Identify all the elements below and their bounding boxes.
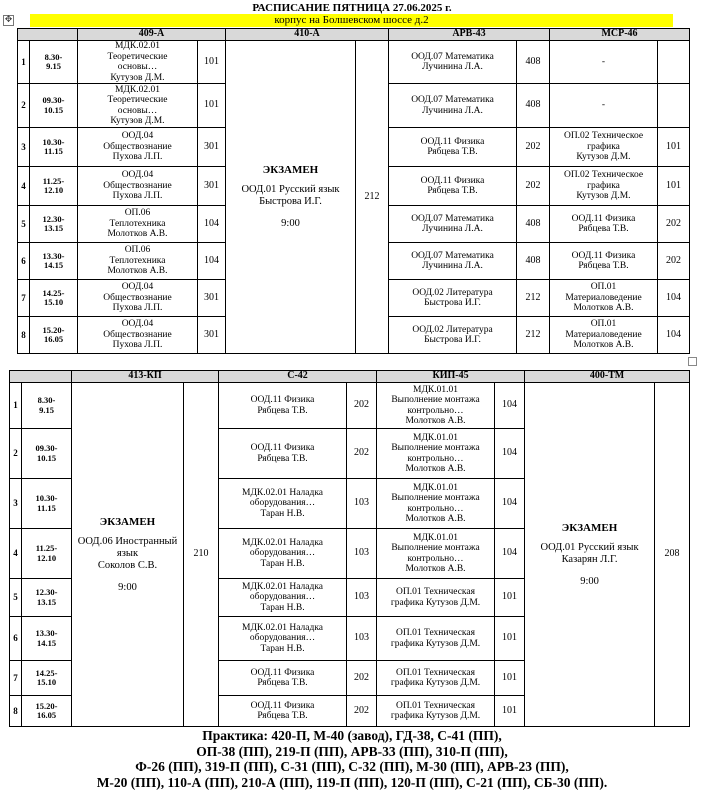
lesson-cell: ОП.06 Теплотехника Молотков А.В.	[78, 243, 198, 280]
period-time: 13.30- 14.15	[30, 243, 78, 280]
lesson-cell: ОП.01 Материаловедение Молотков А.В.	[550, 317, 658, 354]
lesson-cell: ООД.04 Обществознание Пухова Л.П.	[78, 128, 198, 167]
lesson-cell: МДК.01.01 Выполнение монтажа контрольно… Молотков А.В.	[377, 429, 495, 479]
exam-time: 9:00	[118, 581, 137, 593]
room-cell: 101	[495, 661, 525, 696]
lesson-cell: ОП.02 Техническое графика Кутузов Д.М.	[550, 167, 658, 206]
exam-teacher: Казарян Л.Г.	[561, 553, 618, 565]
period-number: 5	[10, 579, 22, 617]
period-time: 12.30- 13.15	[30, 206, 78, 243]
lesson-cell: ООД.11 Физика Рябцева Т.В.	[219, 383, 347, 429]
room-cell: 101	[495, 617, 525, 661]
room-cell: 101	[495, 579, 525, 617]
exam-time: 9:00	[580, 575, 599, 587]
room-cell: 212	[517, 280, 550, 317]
lesson-cell: ООД.07 Математика Лучинина Л.А.	[389, 84, 517, 128]
room-cell: 202	[658, 206, 690, 243]
practice-line: М-20 (ПП), 110-А (ПП), 210-А (ПП), 119-П (ПП), 120-П (ПП), С-21 (ПП), СБ-30 (ПП).	[96, 774, 608, 790]
table2-header-row	[10, 371, 690, 383]
period-number: 2	[10, 429, 22, 479]
period-time: 15.20- 16.05	[30, 317, 78, 354]
room-cell: 301	[198, 317, 226, 354]
room-cell: 104	[198, 206, 226, 243]
room-cell: 104	[658, 317, 690, 354]
lesson-cell: МДК.02.01 Наладка оборудования… Таран Н.В.	[219, 529, 347, 579]
room-cell: 208	[655, 383, 690, 727]
corner-cell	[10, 371, 72, 383]
period-time: 10.30- 11.15	[30, 128, 78, 167]
exam-subject: ООД.01 Русский язык	[241, 184, 340, 195]
lesson-cell: -	[550, 41, 658, 84]
lesson-cell: ОП.06 Теплотехника Молотков А.В.	[78, 206, 198, 243]
exam-subject: ООД.06 Иностранный язык	[77, 535, 178, 559]
table-resize-handle-icon[interactable]	[688, 357, 697, 366]
corner-cell	[18, 29, 78, 41]
lesson-cell: ООД.04 Обществознание Пухова Л.П.	[78, 167, 198, 206]
period-time: 8.30- 9.15	[30, 41, 78, 84]
room-cell: 202	[517, 128, 550, 167]
room-cell: 104	[198, 243, 226, 280]
period-time: 09.30- 10.15	[30, 84, 78, 128]
building-subtitle: корпус на Болшевском шоссе д.2	[30, 14, 673, 27]
period-time: 14.25- 15.10	[22, 661, 72, 696]
group-header: С-42	[219, 371, 377, 383]
lesson-cell: МДК.01.01 Выполнение монтажа контрольно… Молотков А.В.	[377, 479, 495, 529]
schedule-table-2	[9, 370, 690, 727]
group-header: 413-КП	[72, 371, 219, 383]
period-time: 11.25- 12.10	[22, 529, 72, 579]
lesson-cell: ООД.04 Обществознание Пухова Л.П.	[78, 317, 198, 354]
period-number: 8	[10, 696, 22, 727]
room-cell: 202	[347, 661, 377, 696]
lesson-cell: ОП.01 Техническая графика Кутузов Д.М.	[377, 617, 495, 661]
period-number: 1	[18, 41, 30, 84]
room-cell: 103	[347, 579, 377, 617]
room-cell: 202	[347, 383, 377, 429]
group-header: МСР-46	[550, 29, 690, 41]
practice-line: Практика: 420-П, М-40 (завод), ГД-38, С-41 (ПП),	[202, 728, 502, 743]
room-cell: 301	[198, 280, 226, 317]
lesson-cell: МДК.01.01 Выполнение монтажа контрольно… Молотков А.В.	[377, 383, 495, 429]
lesson-cell: ООД.11 Физика Рябцева Т.В.	[219, 696, 347, 727]
room-cell: 103	[347, 479, 377, 529]
room-cell: 103	[347, 617, 377, 661]
period-number: 7	[18, 280, 30, 317]
room-cell: 104	[495, 529, 525, 579]
lesson-cell: ОП.02 Техническое графика Кутузов Д.М.	[550, 128, 658, 167]
page-title: РАСПИСАНИЕ ПЯТНИЦА 27.06.2025 г.	[252, 2, 452, 14]
room-cell: 408	[517, 243, 550, 280]
period-time: 12.30- 13.15	[22, 579, 72, 617]
room-cell: 101	[658, 167, 690, 206]
lesson-cell: ОП.01 Материаловедение Молотков А.В.	[550, 280, 658, 317]
exam-cell	[226, 41, 356, 354]
room-cell: 101	[495, 696, 525, 727]
exam-time: 9:00	[281, 218, 300, 229]
period-number: 5	[18, 206, 30, 243]
exam-teacher: Соколов С.В.	[97, 559, 158, 571]
room-cell: 408	[517, 84, 550, 128]
lesson-cell: МДК.02.01 Теоретические основы… Кутузов Д.М.	[78, 84, 198, 128]
room-cell: 202	[347, 696, 377, 727]
lesson-cell: ООД.04 Обществознание Пухова Л.П.	[78, 280, 198, 317]
room-cell: 104	[495, 429, 525, 479]
room-cell: 104	[495, 479, 525, 529]
lesson-cell: ОП.01 Техническая графика Кутузов Д.М.	[377, 661, 495, 696]
room-cell: 212	[356, 41, 389, 354]
period-time: 13.30- 14.15	[22, 617, 72, 661]
exam-cell	[525, 383, 655, 727]
period-number: 8	[18, 317, 30, 354]
exam-teacher: Быстрова И.Г.	[259, 196, 322, 207]
lesson-cell: ООД.07 Математика Лучинина Л.А.	[389, 206, 517, 243]
lesson-cell: ООД.02 Литература Быстрова И.Г.	[389, 280, 517, 317]
group-header: 410-А	[226, 29, 389, 41]
table-move-handle-icon[interactable]: ✥	[4, 15, 13, 25]
period-number: 7	[10, 661, 22, 696]
group-header: 400-ТМ	[525, 371, 690, 383]
room-cell: 210	[184, 383, 219, 727]
practice-note	[0, 728, 704, 790]
period-number: 6	[10, 617, 22, 661]
table-row	[10, 383, 690, 429]
schedule-table-1	[17, 28, 690, 354]
group-header: АРВ-43	[389, 29, 550, 41]
group-header: КИП-45	[377, 371, 525, 383]
lesson-cell: МДК.02.01 Наладка оборудования… Таран Н.В.	[219, 617, 347, 661]
lesson-cell: ООД.11 Физика Рябцева Т.В.	[389, 128, 517, 167]
practice-line: ОП-38 (ПП), 219-П (ПП), АРВ-33 (ПП), 310-П (ПП),	[196, 743, 508, 759]
lesson-cell: ООД.11 Физика Рябцева Т.В.	[219, 661, 347, 696]
room-cell: 408	[517, 206, 550, 243]
period-time: 09.30- 10.15	[22, 429, 72, 479]
room-cell: 103	[347, 529, 377, 579]
lesson-cell: -	[550, 84, 658, 128]
room-cell: 202	[347, 429, 377, 479]
exam-heading: ЭКЗАМЕН	[561, 521, 618, 534]
lesson-cell: МДК.01.01 Выполнение монтажа контрольно… Молотков А.В.	[377, 529, 495, 579]
period-number: 4	[18, 167, 30, 206]
lesson-cell: ООД.02 Литература Быстрова И.Г.	[389, 317, 517, 354]
lesson-cell: ООД.07 Математика Лучинина Л.А.	[389, 243, 517, 280]
practice-line: Ф-26 (ПП), 319-П (ПП), С-31 (ПП), С-32 (ПП), М-30 (ПП), АРВ-23 (ПП),	[135, 759, 569, 774]
room-cell	[658, 84, 690, 128]
room-cell: 301	[198, 128, 226, 167]
period-time: 8.30- 9.15	[22, 383, 72, 429]
exam-cell	[72, 383, 184, 727]
period-time: 11.25- 12.10	[30, 167, 78, 206]
room-cell: 104	[495, 383, 525, 429]
period-number: 6	[18, 243, 30, 280]
room-cell: 408	[517, 41, 550, 84]
room-cell: 101	[198, 84, 226, 128]
room-cell: 202	[517, 167, 550, 206]
group-header: 409-А	[78, 29, 226, 41]
room-cell: 301	[198, 167, 226, 206]
period-number: 1	[10, 383, 22, 429]
lesson-cell: ООД.07 Математика Лучинина Л.А.	[389, 41, 517, 84]
room-cell: 202	[658, 243, 690, 280]
lesson-cell: МДК.02.01 Теоретические основы… Кутузов Д.М.	[78, 41, 198, 84]
lesson-cell: ООД.11 Физика Рябцева Т.В.	[550, 243, 658, 280]
lesson-cell: МДК.02.01 Наладка оборудования… Таран Н.В.	[219, 579, 347, 617]
exam-heading: ЭКЗАМЕН	[262, 164, 319, 176]
room-cell: 212	[517, 317, 550, 354]
room-cell: 101	[198, 41, 226, 84]
period-time: 14.25- 15.10	[30, 280, 78, 317]
period-time: 15.20- 16.05	[22, 696, 72, 727]
room-cell	[658, 41, 690, 84]
lesson-cell: МДК.02.01 Наладка оборудования… Таран Н.В.	[219, 479, 347, 529]
period-number: 4	[10, 529, 22, 579]
period-number: 3	[10, 479, 22, 529]
period-time: 10.30- 11.15	[22, 479, 72, 529]
room-cell: 104	[658, 280, 690, 317]
lesson-cell: ООД.11 Физика Рябцева Т.В.	[389, 167, 517, 206]
period-number: 3	[18, 128, 30, 167]
lesson-cell: ООД.11 Физика Рябцева Т.В.	[219, 429, 347, 479]
exam-heading: ЭКЗАМЕН	[99, 515, 156, 528]
lesson-cell: ОП.01 Техническая графика Кутузов Д.М.	[377, 579, 495, 617]
lesson-cell: ООД.11 Физика Рябцева Т.В.	[550, 206, 658, 243]
lesson-cell: ОП.01 Техническая графика Кутузов Д.М.	[377, 696, 495, 727]
table1-header-row	[18, 29, 690, 41]
exam-subject: ООД.01 Русский язык	[540, 541, 639, 553]
table-row	[18, 41, 690, 84]
period-number: 2	[18, 84, 30, 128]
room-cell: 101	[658, 128, 690, 167]
